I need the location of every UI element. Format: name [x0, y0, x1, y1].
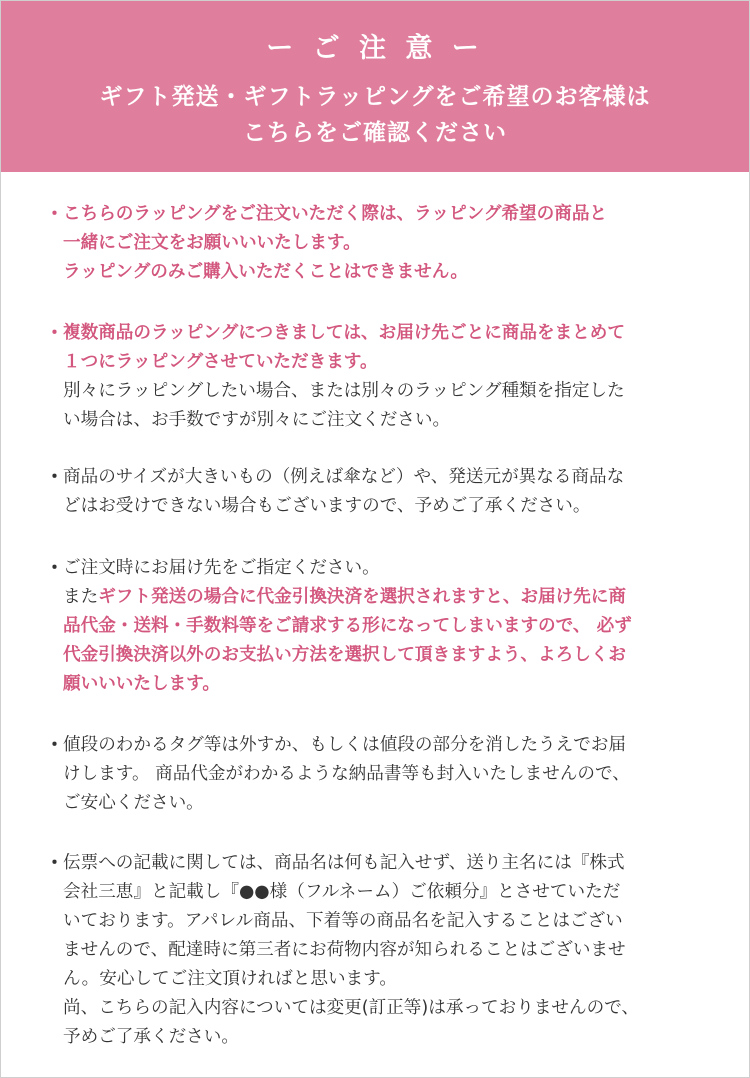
bullet: ・ — [45, 557, 65, 579]
notice-line-mixed — [63, 583, 717, 612]
bullet: ・ — [45, 734, 65, 756]
notice-item-wrapping-order — [45, 200, 717, 287]
notice-line: ませんので、配達時に第三者にお荷物内容が知られることはございませ — [63, 940, 626, 960]
notice-line: １つにラッピングさせていただきます。 — [63, 352, 378, 372]
notice-list — [45, 200, 717, 1052]
notice-line: 願いいいたします。 — [63, 674, 220, 694]
notice-line: 予めご了承ください。 — [63, 1027, 239, 1047]
notice-line-prefix: また — [63, 587, 99, 607]
notice-line: い場合は、お手数ですが別々にご注文ください。 — [63, 410, 451, 430]
notice-line: 会社三恵』と記載し『●●様（フルネーム）ご依頼分』とさせていただ — [63, 882, 621, 902]
notice-title: ー ご 注 意 ー — [266, 33, 484, 64]
notice-line: 複数商品のラッピングにつきましては、お届け先ごとに商品をまとめて — [63, 323, 625, 343]
notice-line: 一緒にご注文をお願いいいたします。 — [63, 233, 361, 253]
bullet: ・ — [45, 466, 65, 488]
notice-line: けします。 商品代金がわかるような納品書等も封入いたしませんので、 — [63, 764, 630, 784]
bullet: ・ — [45, 852, 65, 874]
notice-line: 代金引換決済以外のお支払い方法を選択して頂きますよう、よろしくお — [63, 645, 627, 665]
notice-item-size-restriction — [45, 463, 717, 521]
notice-line: こちらのラッピングをご注文いただく際は、ラッピング希望の商品と — [63, 204, 608, 224]
subtitle-line-1: ギフト発送・ギフトラッピングをご希望のお客様は — [99, 84, 651, 110]
notice-line: 品代金・送料・手数料等をご請求する形になってしまいますので、 必ず — [63, 616, 632, 636]
subtitle-line-2: こちらをご確認ください — [243, 120, 507, 146]
bullet: ・ — [45, 322, 65, 344]
notice-item-delivery-address — [45, 554, 717, 699]
notice-line: ご注文時にお届け先をご指定ください。 — [63, 558, 380, 578]
notice-item-shipping-label — [45, 849, 717, 1052]
bullet: ・ — [45, 203, 65, 225]
notice-line: 値段のわかるタグ等は外すか、もしくは値段の部分を消したうえでお届 — [63, 735, 627, 755]
notice-line: ん。安心してご注文頂ければと思います。 — [63, 969, 397, 989]
notice-line: 商品のサイズが大きいもの（例えば傘など）や、発送元が異なる商品な — [63, 467, 625, 487]
notice-line: ラッピングのみご購入いただくことはできません。 — [63, 262, 469, 282]
notice-line: 別々にラッピングしたい場合、または別々のラッピング種類を指定した — [63, 381, 625, 401]
notice-item-price-tags — [45, 731, 717, 818]
notice-item-multiple-items — [45, 319, 717, 435]
notice-line: どはお受けできない場合もございますので、予めご了承ください。 — [63, 496, 591, 516]
notice-line: ご安心ください。 — [63, 793, 204, 813]
notice-line: 尚、こちらの記入内容については変更(訂正等)は承っておりませんので、 — [63, 998, 640, 1018]
notice-header — [1, 1, 749, 172]
notice-line: いております。アパレル商品、下着等の商品名を記入することはござい — [63, 911, 623, 931]
notice-line-highlight: ギフト発送の場合に代金引換決済を選択されますと、お届け先に商 — [98, 587, 627, 607]
notice-line: 伝票への記載に関しては、商品名は何も記入せず、送り主名には『株式 — [63, 853, 625, 873]
notice-subtitle — [1, 79, 749, 151]
